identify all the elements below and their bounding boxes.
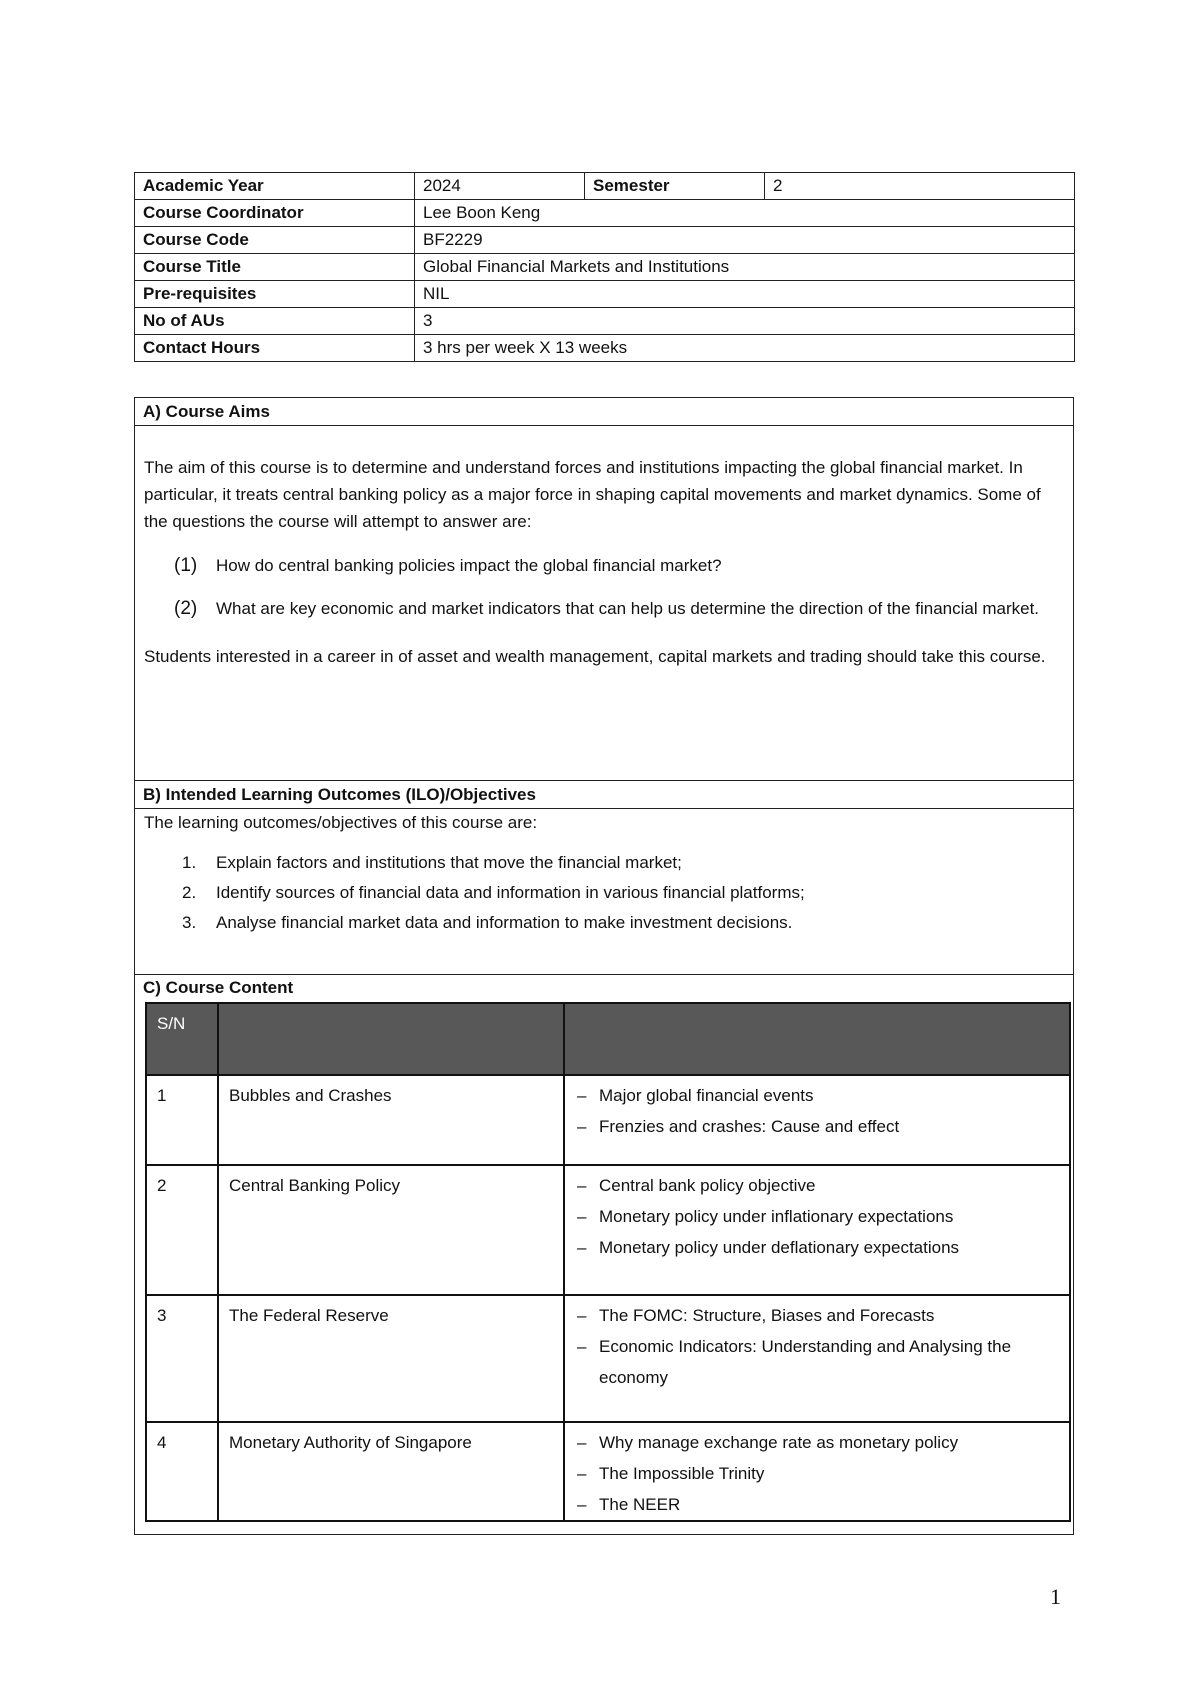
- course-info-table: [134, 172, 1075, 362]
- ilo-text: Identify sources of financial data and information in various financial platforms;: [216, 883, 805, 902]
- academic-year-label: Academic Year: [135, 173, 415, 200]
- row-topic: The Federal Reserve: [218, 1295, 564, 1422]
- ilo-number: 1.: [182, 853, 197, 872]
- list-item: – Monetary policy under inflationary expectations: [575, 1201, 1059, 1232]
- list-item: – The FOMC: Structure, Biases and Forecasts: [575, 1300, 1059, 1331]
- question-text: How do central banking policies impact the global financial market?: [216, 556, 722, 575]
- column-header-topic: [218, 1003, 564, 1075]
- ilo-intro: The learning outcomes/objectives of this course are:: [144, 813, 538, 832]
- table-row: [146, 1165, 1070, 1295]
- aus-value: 3: [415, 308, 1075, 335]
- list-item: [144, 878, 1064, 908]
- course-title-value: Global Financial Markets and Institutions: [415, 254, 1075, 281]
- list-item: [144, 848, 1064, 878]
- ilo-text: Explain factors and institutions that move the financial market;: [216, 853, 682, 872]
- list-item: – The NEER: [575, 1489, 1059, 1520]
- column-header-sn: S/N: [146, 1003, 218, 1075]
- table-row: [135, 200, 1075, 227]
- prerequisites-value: NIL: [415, 281, 1075, 308]
- row-points: [564, 1075, 1070, 1165]
- row-topic: Central Banking Policy: [218, 1165, 564, 1295]
- table-row: [135, 254, 1075, 281]
- table-row: [135, 281, 1075, 308]
- table-header-row: [146, 1003, 1070, 1075]
- table-row: [146, 1075, 1070, 1165]
- ilo-list: [144, 848, 1064, 938]
- row-points: [564, 1165, 1070, 1295]
- table-row: [135, 335, 1075, 362]
- column-header-details: [564, 1003, 1070, 1075]
- list-item: – Economic Indicators: Understanding and Analysing the economy: [575, 1331, 1059, 1393]
- question-number: (1): [174, 555, 198, 576]
- ilo-text: Analyse financial market data and information to make investment decisions.: [216, 913, 793, 932]
- ilo-body: [135, 809, 1073, 975]
- row-sn: 4: [146, 1422, 218, 1521]
- list-item: [144, 552, 1064, 579]
- list-item: – Why manage exchange rate as monetary policy: [575, 1427, 1059, 1458]
- prerequisites-label: Pre-requisites: [135, 281, 415, 308]
- course-content-heading: C) Course Content: [143, 978, 294, 997]
- ilo-heading: B) Intended Learning Outcomes (ILO)/Objectives: [135, 781, 1073, 809]
- ilo-number: 3.: [182, 913, 197, 932]
- row-sn: 3: [146, 1295, 218, 1422]
- row-points: [564, 1422, 1070, 1521]
- course-title-label: Course Title: [135, 254, 415, 281]
- target-students-text: Students interested in a career in of asset and wealth management, capital markets and trading should take this course.: [144, 647, 1046, 666]
- row-points: [564, 1295, 1070, 1422]
- list-item: – Major global financial events: [575, 1080, 1059, 1111]
- aims-question-list: [144, 552, 1064, 622]
- list-item: – Frenzies and crashes: Cause and effect: [575, 1111, 1059, 1142]
- semester-value: 2: [765, 173, 1075, 200]
- course-aims-heading: A) Course Aims: [135, 398, 1073, 426]
- question-text: What are key economic and market indicators that can help us determine the direction of the financial market.: [216, 599, 1040, 618]
- page-number: 1: [1050, 1584, 1061, 1609]
- table-row: [135, 308, 1075, 335]
- table-row: [146, 1295, 1070, 1422]
- table-row: [135, 173, 1075, 200]
- list-item: [144, 595, 1064, 622]
- row-sn: 2: [146, 1165, 218, 1295]
- course-details-box: [134, 397, 1074, 1535]
- list-item: – Central bank policy objective: [575, 1170, 1059, 1201]
- course-aims-body: [135, 426, 1073, 781]
- list-item: [144, 908, 1064, 938]
- list-item: – The Impossible Trinity: [575, 1458, 1059, 1489]
- course-content-table: [145, 1002, 1071, 1522]
- contact-hours-label: Contact Hours: [135, 335, 415, 362]
- course-code-value: BF2229: [415, 227, 1075, 254]
- semester-label: Semester: [585, 173, 765, 200]
- question-number: (2): [174, 598, 198, 619]
- course-aims-intro: The aim of this course is to determine and understand forces and institutions impacting the global financial market. In particular, it treats central banking policy as a major force in shaping capital movements and market dynamics. Some of the questions the course will attempt to answer are:: [144, 458, 1041, 531]
- list-item: – Monetary policy under deflationary expectations: [575, 1232, 1059, 1263]
- row-topic: Monetary Authority of Singapore: [218, 1422, 564, 1521]
- table-row: [135, 227, 1075, 254]
- course-coordinator-value: Lee Boon Keng: [415, 200, 1075, 227]
- row-sn: 1: [146, 1075, 218, 1165]
- contact-hours-value: 3 hrs per week X 13 weeks: [415, 335, 1075, 362]
- table-row: [146, 1422, 1070, 1521]
- aus-label: No of AUs: [135, 308, 415, 335]
- course-code-label: Course Code: [135, 227, 415, 254]
- row-topic: Bubbles and Crashes: [218, 1075, 564, 1165]
- academic-year-value: 2024: [415, 173, 585, 200]
- course-coordinator-label: Course Coordinator: [135, 200, 415, 227]
- ilo-number: 2.: [182, 883, 197, 902]
